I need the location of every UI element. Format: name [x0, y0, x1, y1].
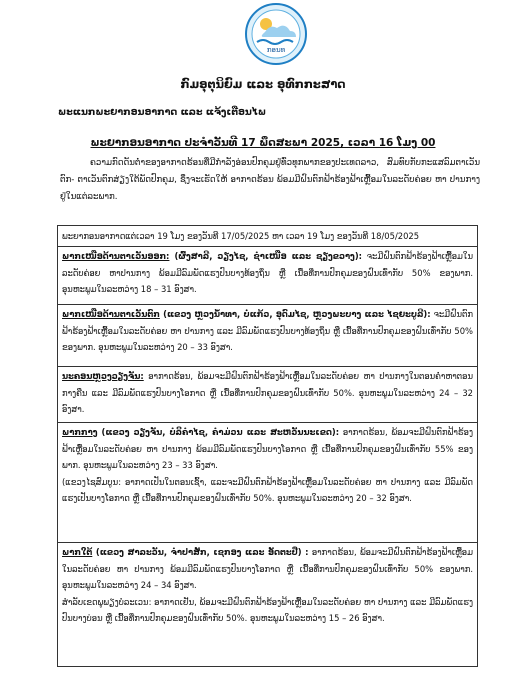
region-provinces: (ຜົ້ງສາລີ, ວຽງໄຊ, ຊຳເໜືອ ແລະ ຊຽງຂວາງ):: [169, 251, 362, 261]
region-subtext: ສຳລັບເຂດພູພຽງບໍລະເວນ: ອາກາດເຢັນ, ພ້ອມຈະມີຝົນຕົກຟ້າຮ້ອງຟ້າເຫຼື້ອມໃນລະດັບຄ່ອຍ ຫາ ປານກາງ ແລະ ມີລົມພັດແຮງປົນບາງບ່ອນ ຫຼື ເນື້ອທີ່ການປົກຄຸມຂອງຝົນເທົ່າກັບ 50%. ອຸນຫະພູມໃນລະຫວ່າງ 15 – 26 ອົງສາ.: [62, 596, 473, 623]
region-row-northeast: [58, 246, 477, 304]
region-text: ອາກາດຮ້ອນ, ພ້ອມຈະມີຝົນຕົກຟ້າຮ້ອງຟ້າເຫຼື້ອມໃນລະດັບຄ່ອຍ ຫາ ປານກາງໃນຕອນຄ່ຳຫາຕອນກາງຄືນ ແລະ ມີລົມພັດແຮງປົນບາງໂອກາດ ຫຼື ເນື້ອທີ່ການປົກຄຸມຂອງຝົນເທົ່າກັບ 50%. ອຸນຫະພູມໃນລະຫວ່າງ 24 – 32 ອົງສາ.: [62, 371, 473, 414]
department-title: ກົມອຸຕຸນິຍົມ ແລະ ອຸທົກກະສາດ: [180, 77, 346, 91]
region-provinces: (ແຂວງ ຫຼວງນ້ຳທາ, ບໍ່ແກ້ວ, ອຸດົມໄຊ, ຫຼວງພະບາງ ແລະ ໄຊຍະບູລີ):: [159, 309, 431, 319]
forecast-title: ພະຍາກອນອາກາດ ປະຈຳວັນທີ 17 ພຶດສະພາ 2025, ເວລາ 16 ໂມງ 00: [90, 137, 436, 149]
region-name: ພາກເໜືອດ້ານຕາເວັນຕົກ: [62, 309, 160, 319]
department-logo: [243, 2, 309, 66]
table-header: [58, 226, 477, 246]
table-header-text: ພະຍາກອນອາກາດແຕ່ເວລາ 19 ໂມງ ຂອງວັນທີ 17/05/2025 ຫາ ເວລາ 19 ໂມງ ຂອງວັນທີ 18/05/2025: [62, 231, 420, 241]
region-name: ພາກໃຕ້: [62, 547, 93, 557]
division-name: ພະແນກພະຍາກອນອາກາດ ແລະ ແຈ້ງເຕືອນໄພ: [58, 107, 267, 118]
region-text: ຈະມີຝົນຕົກຟ້າຮ້ອງຟ້າເຫຼື້ອມໃນລະດັບຄ່ອຍ ຫາ ປານກາງ ແລະ ມີລົມພັດແຮງປົນບາງທ້ອງຖິ່ນ ຫຼື ເນື້ອທີ່ການປົກຄຸມຂອງຝົນເທົ່າກັບ 50% ຂອງພາກ. ອຸນຫະພູມໃນລະຫວ່າງ 20 – 33 ອົງສາ.: [62, 309, 473, 352]
region-text: ອາກາດຮ້ອນ, ພ້ອມຈະມີຝົນຕົກຟ້າຮ້ອງຟ້າເຫຼື້ອມໃນລະດັບຄ່ອຍ ຫາ ປານກາງ ພ້ອມມີລົມພັດແຮງປົນບາງໂອກາດ ຫຼື ເນື້ອທີ່ການປົກຄຸມຂອງຝົນເທົ່າກັບ 55% ຂອງພາກ. ອຸນຫະພູມໃນລະຫວ່າງ 23 – 33 ອົງສາ.: [62, 427, 473, 470]
region-row-vientiane-capital: [58, 366, 477, 422]
region-name: ພາກກາງ: [62, 427, 98, 437]
region-row-northwest: [58, 304, 477, 366]
region-text: ຈະມີຝົນຕົກຟ້າຮ້ອງຟ້າເຫຼື້ອມໃນລະດັບຄ່ອຍ ຫາປານກາງ ພ້ອມມີລົມພັດແຮງປົນບາງທ້ອງຖິ່ນ ຫຼື ເນື້ອທີ່ການປົກຄຸມຂອງຝົນເທົ່າກັບ 50% ຂອງພາກ. ອຸນຫະພູມໃນລະຫວ່າງ 18 – 31 ອົງສາ.: [62, 251, 473, 294]
region-row-central: [58, 422, 477, 542]
region-name: ນະຄອນຫຼວງວຽງຈັນ:: [62, 371, 144, 381]
region-name: ພາກເໜືອດ້ານຕາເວັນອອກ:: [62, 251, 170, 261]
forecast-intro: ຄວາມກົດດັນຕ່ຳຂອງອາກາດຮ້ອນທີ່ມີກຳລັງອ່ອນປົກຄຸມຢູ່ທົ່ວທຸກພາກຂອງປະເທດລາວ, ສົມທົບກັບກະແສລົມຕາເວັນຕົກ- ຕາເວັນຕົກສ່ຽງໃຕ້ພັດປົກຄຸມ, ຊຶ່ງຈະເຮັດໃຫ້ ອາກາດຮ້ອນ ພ້ອມມີຝົນຕົກຟ້າຮ້ອງຟ້າເຫຼື້ອມໃນລະດັບຄ່ອຍ ຫາ ປານກາງຢູ່ໃນແຕ່ລະພາກ.: [60, 158, 480, 202]
region-text: ອາກາດຮ້ອນ, ພ້ອມຈະມີຝົນຕົກຟ້າຮ້ອງຟ້າເຫຼື້ອມໃນລະດັບຄ່ອຍ ຫາ ປານກາງ ພ້ອມມີລົມພັດແຮງປົນບາງໂອກາດ ຫຼື ເນື້ອທີ່ການປົກຄຸມຂອງຝົນເທົ່າກັບ 50% ຂອງພາກ. ອຸນຫະພູມໃນລະຫວ່າງ 24 – 34 ອົງສາ.: [62, 547, 473, 590]
region-provinces: (ແຂວງ ສາລະວັນ, ຈຳປາສັກ, ເຊກອງ ແລະ ອັດຕະປື) :: [92, 547, 309, 557]
forecast-table: [57, 225, 478, 667]
region-subtext: (ແຂວງໄຊສົມບູນ: ອາກາດເປັນໃນຕອນເຊົ້າ, ແລະຈະມີຝົນຕົກຟ້າຮ້ອງຟ້າເຫຼື້ອມໃນລະດັບຄ່ອຍ ຫາ ປານກາງ ແລະ ມີລົມພັດແຮງເປັນບາງໂອກາດ ຫຼື ເນື້ອທີ່ການປົກຄຸມຂອງຝົນເທົ່າກັບ 50%. ອຸນຫະພູມໃນລະຫວ່າງ 20 – 32 ອົງສາ.: [62, 476, 473, 503]
region-row-south: [58, 542, 477, 666]
region-provinces: (ແຂວງ ວຽງຈັນ, ບໍລິຄຳໄຊ, ຄຳມ່ວນ ແລະ ສະຫວັນນະເຂດ):: [97, 427, 340, 437]
logo-text: ກອນທ: [266, 46, 286, 54]
